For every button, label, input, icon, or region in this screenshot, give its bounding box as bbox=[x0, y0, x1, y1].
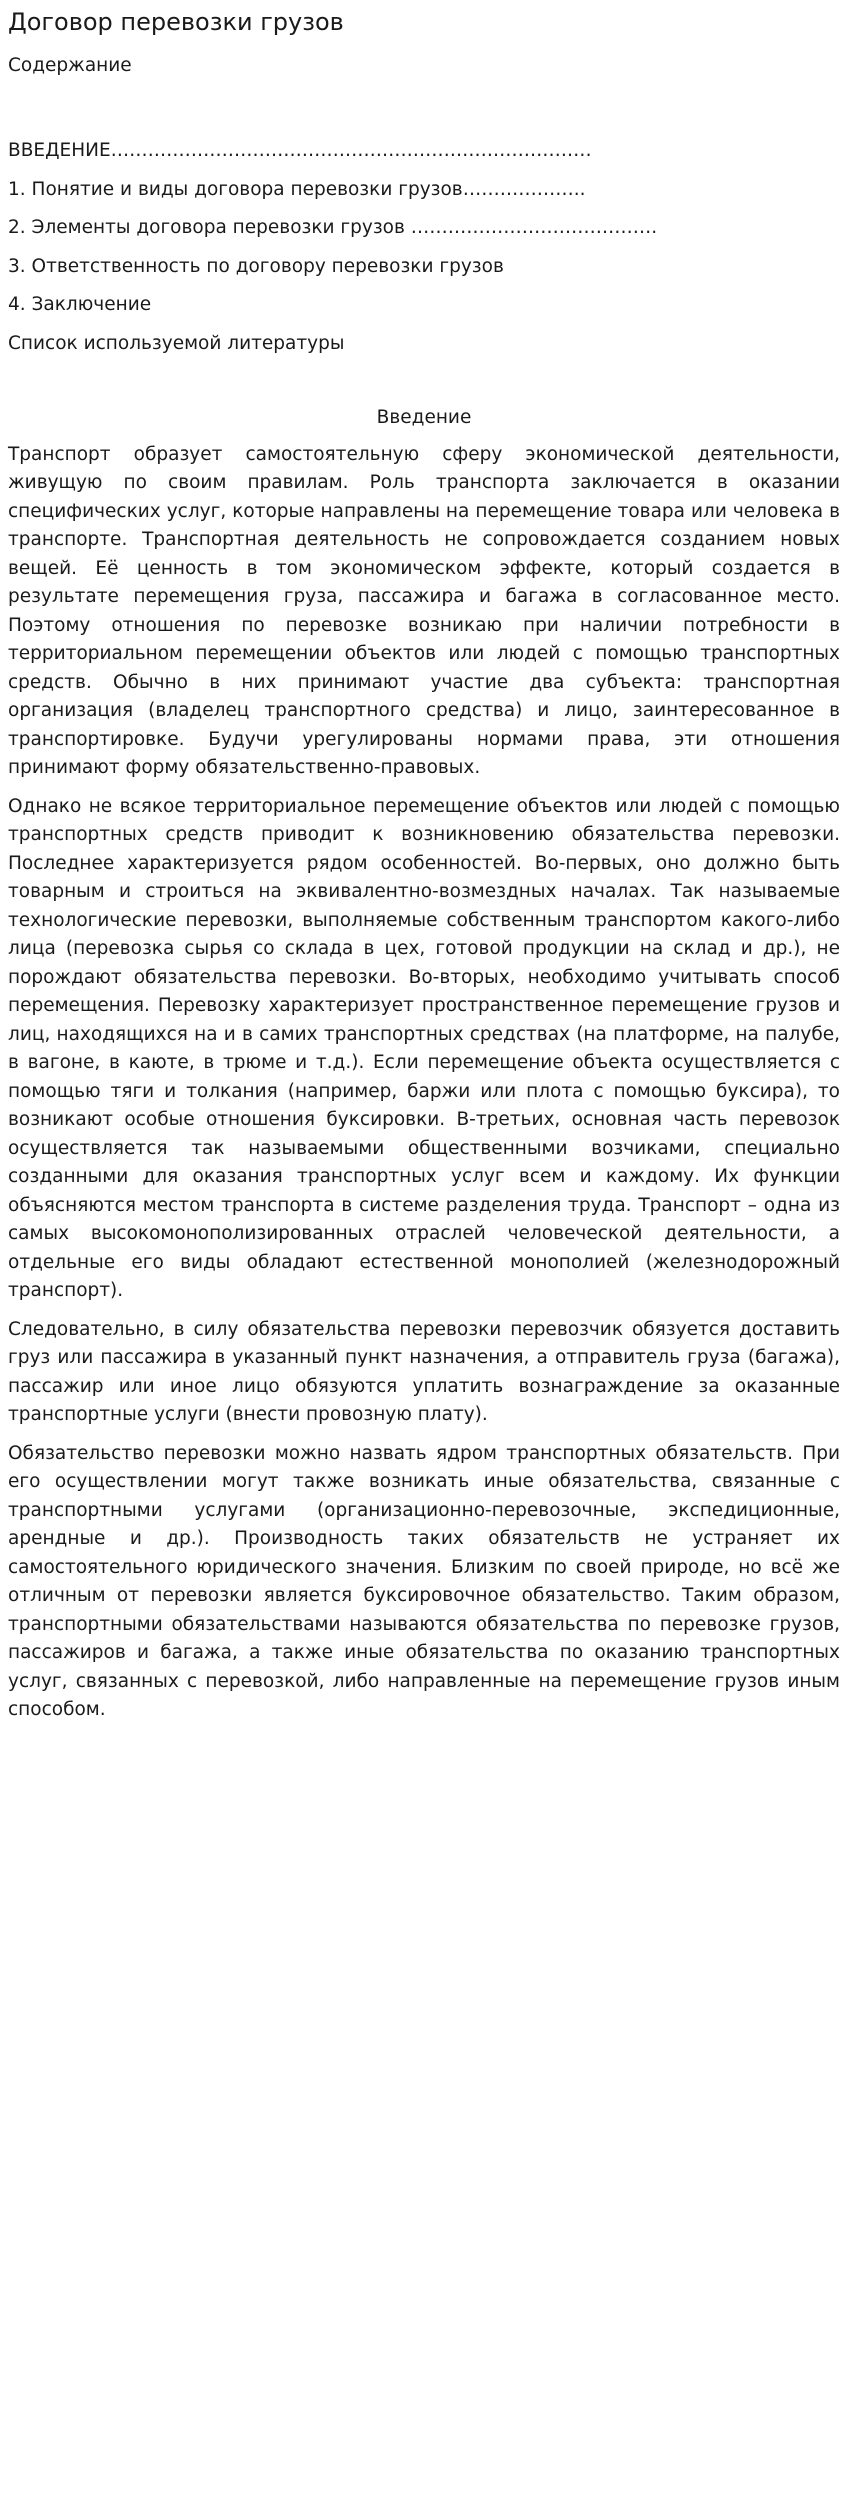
document-title: Договор перевозки грузов bbox=[8, 8, 344, 36]
paragraph: Обязательство перевозки можно назвать ядром транспортных обязательств. При его осуществлении могут также возникать иные обязательства, связанные с транспортными услугами (организационно-перевозочные, экспедиционные, арендные и др.). Производность таких обязательств не устраняет их самостоятельного юридического значения. Близким по своей природе, но всё же отличным от перевозки является буксировочное обязательство. Таким образом, транспортными обязательствами называются обязательства по перевозке грузов, пассажиров и багажа, а также иные обязательства по оказанию транспортных услуг, связанных с перевозкой, либо направленные на перемещение грузов иным способом. bbox=[8, 1442, 840, 1720]
toc-item-introduction: ВВЕДЕНИЕ…………………………………………………………………… bbox=[8, 140, 592, 161]
paragraph: Следовательно, в силу обязательства перевозки перевозчик обязуется доставить груз или пассажира в указанный пункт назначения, а отправитель груза (багажа), пассажир или иное лицо обязуются уплатить вознаграждение за оказанные транспортные услуги (внести провозную плату). bbox=[8, 1318, 840, 1425]
introduction-heading: Введение bbox=[376, 406, 472, 428]
contents-heading: Содержание bbox=[8, 55, 132, 76]
document-page bbox=[0, 8, 840, 1725]
toc-item-elements: 2. Элементы договора перевозки грузов …………………………………. bbox=[8, 217, 658, 238]
toc-item-bibliography: Список используемой литературы bbox=[8, 332, 345, 354]
paragraph: Однако не всякое территориальное перемещение объектов или людей с помощью транспортных средств приводит к возникновению обязательства перевозки. Последнее характеризуется рядом особенностей. Во-первых, оно должно быть товарным и строиться на эквивалентно-возмездных началах. Так называемые технологические перевозки, выполняемые собственным транспортом какого-либо лица (перевозка сырья со склада в цех, готовой продукции на склад и др.), не порождают обязательства перевозки. Во-вторых, необходимо учитывать способ перемещения. Перевозку характеризует пространственное перемещение грузов и лиц, находящихся на и в самих транспортных средствах (на платформе, на палубе, в вагоне, в каюте, в трюме и т.д.). Если перемещение объекта осуществляется с помощью тяги и толкания (например, баржи или плота с помощью буксира), то возникают особые отношения буксировки. В-третьих, основная часть перевозок осуществляется так называемыми общественными возчиками, специально созданными для оказания транспортных услуг всем и каждому. Их функции объясняются местом транспорта в системе разделения труда. Транспорт – одна из самых высокомонополизированных отраслей человеческой деятельности, а отдельные его виды обладают естественной монополией (железнодорожный транспорт). bbox=[8, 795, 840, 1301]
toc-item-liability: 3. Ответственность по договору перевозки грузов bbox=[8, 255, 504, 277]
paragraph: Транспорт образует самостоятельную сферу экономической деятельности, живущую по своим правилам. Роль транспорта заключается в оказании специфических услуг, которые направлены на перемещение товара или человека в транспорте. Транспортная деятельность не сопровождается созданием новых вещей. Её ценность в том экономическом эффекте, который создается в результате перемещения груза, пассажира и багажа в согласованное место. Поэтому отношения по перевозке возникаю при наличии потребности в территориальном перемещении объектов или людей с помощью транспортных средств. Обычно в них принимают участие два субъекта: транспортная организация (владелец транспортного средства) и лицо, заинтересованное в транспортировке. Будучи урегулированы нормами права, эти отношения принимают форму обязательственно-правовых. bbox=[8, 443, 840, 778]
toc-item-concept: 1. Понятие и виды договора перевозки грузов……………….. bbox=[8, 178, 586, 200]
table-of-contents bbox=[8, 140, 840, 355]
toc-item-conclusion: 4. Заключение bbox=[8, 294, 152, 315]
